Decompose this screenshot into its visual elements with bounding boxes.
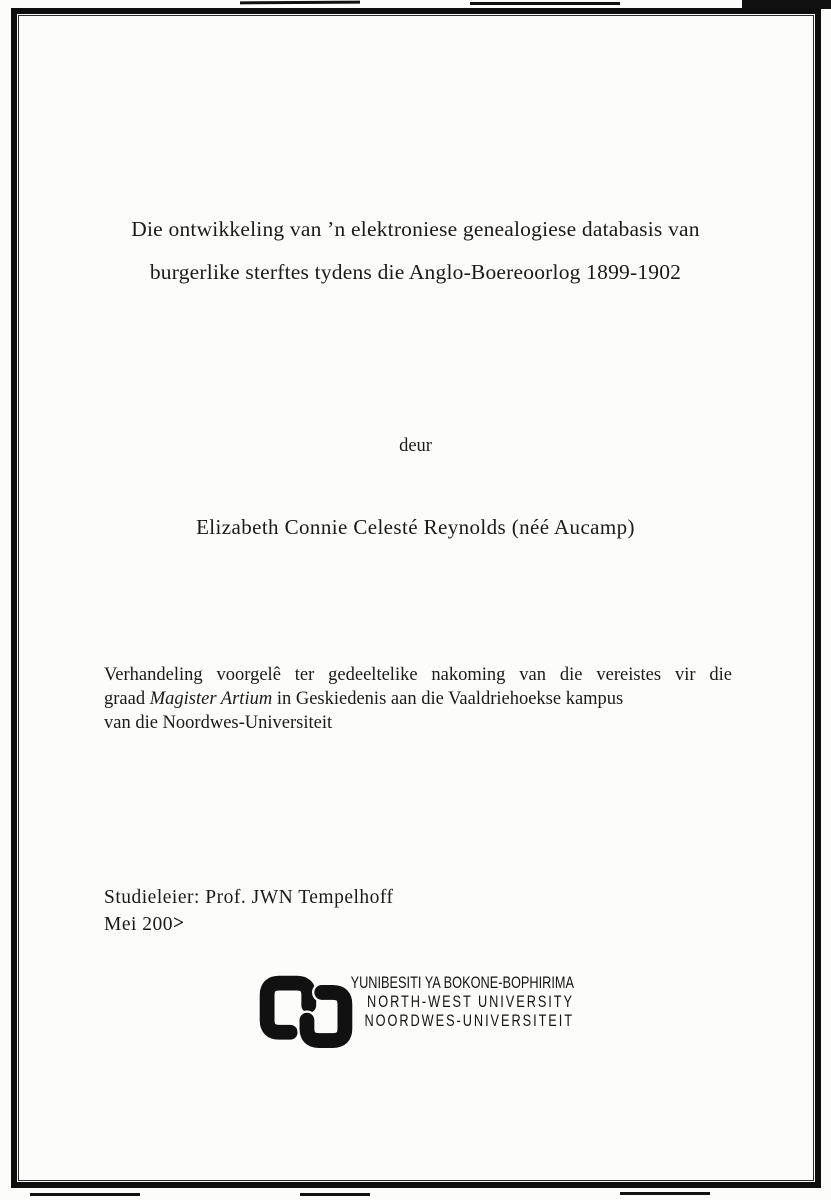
nwu-name-english: NORTH-WEST UNIVERSITY <box>367 992 574 1011</box>
date-line <box>104 911 394 938</box>
scan-artifact <box>300 1193 370 1196</box>
scan-artifact <box>620 1192 710 1195</box>
statement-line2-post: in Geskiedenis aan die Vaaldriehoekse kampus <box>272 689 624 709</box>
nwu-logo <box>256 970 586 1052</box>
byline: deur <box>399 436 432 456</box>
statement-line2 <box>104 687 732 711</box>
scan-artifact <box>30 1193 140 1196</box>
scan-artifact <box>240 1 360 5</box>
statement-line1: Verhandeling voorgelê ter gedeeltelike nakoming van die vereistes vir die <box>104 665 732 685</box>
date-seven-glyph: > <box>173 912 185 935</box>
date-prefix: Mei 200 <box>104 914 174 935</box>
degree-name: Magister Artium <box>149 689 273 709</box>
scan-artifact <box>470 2 620 5</box>
statement-line2-pre: graad <box>104 689 150 709</box>
thesis-title-line2: burgerlike sterftes tydens die Anglo-Boereoorlog 1899-1902 <box>149 260 682 284</box>
nwu-name-afrikaans: NOORDWES-UNIVERSITEIT <box>364 1011 574 1030</box>
statement-line3: van die Noordwes-Universiteit <box>104 713 333 733</box>
thesis-title <box>60 208 771 294</box>
nwu-logo-text <box>322 973 574 1030</box>
submission-statement <box>104 663 732 735</box>
supervisor-block <box>104 884 394 938</box>
thesis-title-line1: Die ontwikkeling van ’n elektroniese genealogiese databasis van <box>131 217 700 241</box>
nwu-name-setswana: YUNIBESITI YA BOKONE-BOPHIRIMA <box>350 973 574 992</box>
scan-artifact <box>742 0 831 9</box>
author-name: Elizabeth Connie Celesté Reynolds (néé Aucamp) <box>196 515 635 539</box>
supervisor-line: Studieleier: Prof. JWN Tempelhoff <box>104 887 394 908</box>
